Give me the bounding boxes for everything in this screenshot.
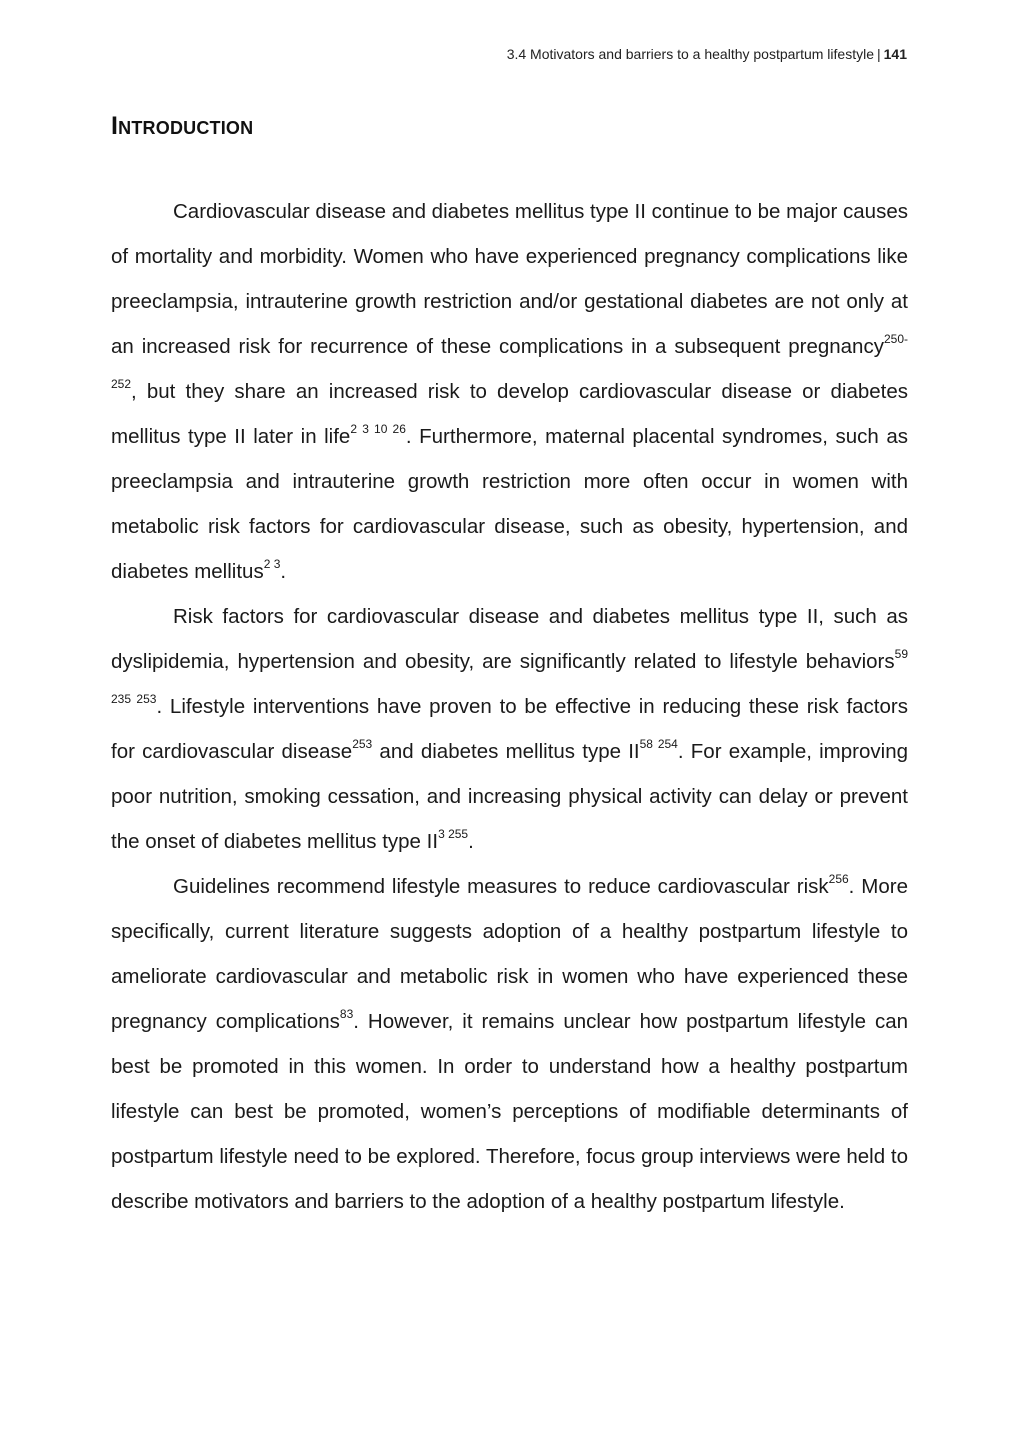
paragraph-text: , but they share an increased risk to develop cardiovascular disease or diabetes mellitus type II later in life [111, 380, 908, 448]
paragraph-text: Risk factors for cardiovascular disease and diabetes mellitus type II, such as dyslipidemia, hypertension and obesity, are significantly related to lifestyle behaviors [111, 605, 908, 673]
paragraph-text: . Furthermore, maternal placental syndromes, such as preeclampsia and intrauterine growth restriction more often occur in women with metabolic risk factors for cardiovascular disease, such as obesity, hypertension, and diabetes mellitus [111, 425, 908, 583]
section-heading: Introduction [111, 112, 254, 140]
page-number: 141 [883, 46, 907, 62]
paragraph-text: Guidelines recommend lifestyle measures to reduce cardiovascular risk [173, 875, 829, 898]
paragraph [111, 594, 908, 864]
paragraph-text: Cardiovascular disease and diabetes mellitus type II continue to be major causes of mortality and morbidity. Women who have experienced pregnancy complications like preeclampsia, intrauterine growth restriction and/or gestational diabetes are not only at an increased risk for recurrence of these complications in a subsequent pregnancy [111, 200, 908, 358]
paragraph-text: . Lifestyle interventions have proven to be effective in reducing these risk factors for cardiovascular disease [111, 695, 908, 763]
paragraph-text: . More specifically, current literature suggests adoption of a healthy postpartum lifestyle to ameliorate cardiovascular and metabolic risk in women who have experienced these pregnancy complications [111, 875, 908, 1033]
paragraph-text: . However, it remains unclear how postpartum lifestyle can best be promoted in this women. In order to understand how a healthy postpartum lifestyle can best be promoted, women’s perceptions of modifiable determinants of postpartum lifestyle need to be explored. Therefore, focus group interviews were held to describe motivators and barriers to the adoption of a healthy postpartum lifestyle. [111, 1010, 908, 1213]
paragraph [111, 864, 908, 1224]
citation-superscript: 250-252 [111, 332, 908, 392]
running-header [507, 46, 907, 62]
citation-superscript: 83 [339, 1007, 354, 1022]
paragraph [111, 189, 908, 594]
citation-superscript: 58 254 [639, 737, 678, 752]
citation-superscript: 253 [352, 737, 373, 752]
running-header-separator: | [877, 46, 881, 62]
citation-superscript: 2 3 [263, 557, 281, 572]
citation-superscript: 2 3 10 26 [350, 422, 406, 437]
running-header-title: 3.4 Motivators and barriers to a healthy postpartum lifestyle [506, 46, 874, 62]
citation-superscript: 256 [828, 872, 849, 887]
paragraph-text: . For example, improving poor nutrition, smoking cessation, and increasing physical activity can delay or prevent the onset of diabetes mellitus type II [111, 740, 908, 853]
paragraph-text: and diabetes mellitus type II [372, 740, 640, 763]
paragraph-text: . [280, 560, 287, 583]
paragraph-text: . [468, 830, 474, 853]
citation-superscript: 59 235 253 [111, 647, 908, 707]
citation-superscript: 3 255 [438, 827, 469, 842]
body-text [111, 189, 908, 1224]
